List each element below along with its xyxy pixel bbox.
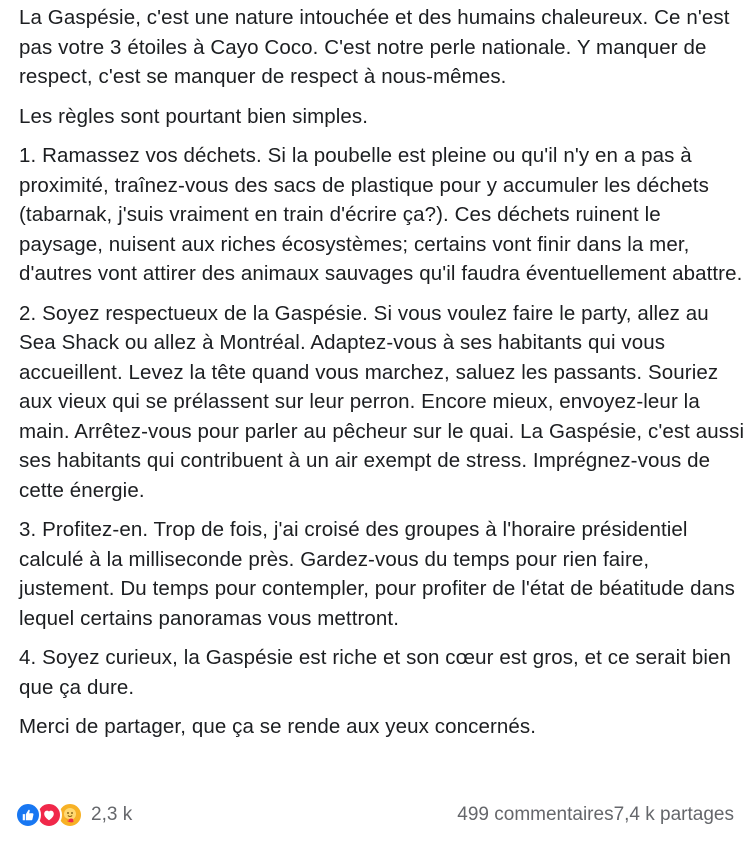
reaction-icons bbox=[15, 802, 83, 828]
post-paragraph-rule-1: 1. Ramassez vos déchets. Si la poubelle est pleine ou qu'il n'y en a pas à proximité, traînez-vous des sacs de plastique pour y accumuler les déchets (tabarnak, j'suis vraiment en train d'écrire ça?). Ces déchets ruinent le paysage, nuisent aux riches écosystèmes; certains vont finir dans la mer, d'autres vont attirer des animaux sauvages qu'il faudra éventuellement abattre. bbox=[19, 144, 743, 285]
reaction-count: 2,3 k bbox=[91, 804, 133, 825]
reactions-summary[interactable] bbox=[15, 802, 132, 828]
post-paragraph-rule-4: 4. Soyez curieux, la Gaspésie est riche et son cœur est gros, et ce serait bien que ça dure. bbox=[19, 646, 732, 699]
post-paragraph-rule-2: 2. Soyez respectueux de la Gaspésie. Si vous voulez faire le party, allez au Sea Shack ou allez à Montréal. Adaptez-vous à ses habitants qui vous accueillent. Levez la tête quand vous marchez, saluez les passants. Souriez aux vieux qui se prélassent sur leur perron. Encore mieux, envoyez-leur la main. Arrêtez-vous pour parler au pêcheur sur le quai. La Gaspésie, c'est aussi ses habitants qui contribuent à un air exempt de stress. Imprégnez-vous de cette énergie. bbox=[19, 301, 745, 502]
comments-count-link[interactable]: 499 commentaires bbox=[457, 804, 614, 825]
post-paragraph-rules-intro: Les règles sont pourtant bien simples. bbox=[19, 104, 369, 128]
post-paragraph-intro: La Gaspésie, c'est une nature intouchée et des humains chaleureux. Ce n'est pas votre 3 étoiles à Cayo Coco. C'est notre perle nationale. Y manquer de respect, c'est se manquer de respect à nous-mêmes. bbox=[19, 6, 730, 88]
post-footer bbox=[15, 795, 734, 835]
post-paragraph-rule-3: 3. Profitez-en. Trop de fois, j'ai croisé des groupes à l'horaire présidentiel calculé à la milliseconde près. Gardez-vous du temps pour rien faire, justement. Du temps pour contempler, pour profiter de l'état de béatitude dans lequel certains panoramas vous mettront. bbox=[19, 518, 735, 630]
like-icon bbox=[15, 802, 41, 828]
post-stats bbox=[457, 804, 734, 826]
post-body bbox=[19, 3, 747, 752]
post-paragraph-closing: Merci de partager, que ça se rende aux yeux concernés. bbox=[19, 715, 537, 738]
shares-count-link[interactable]: 7,4 k partages bbox=[613, 804, 734, 825]
